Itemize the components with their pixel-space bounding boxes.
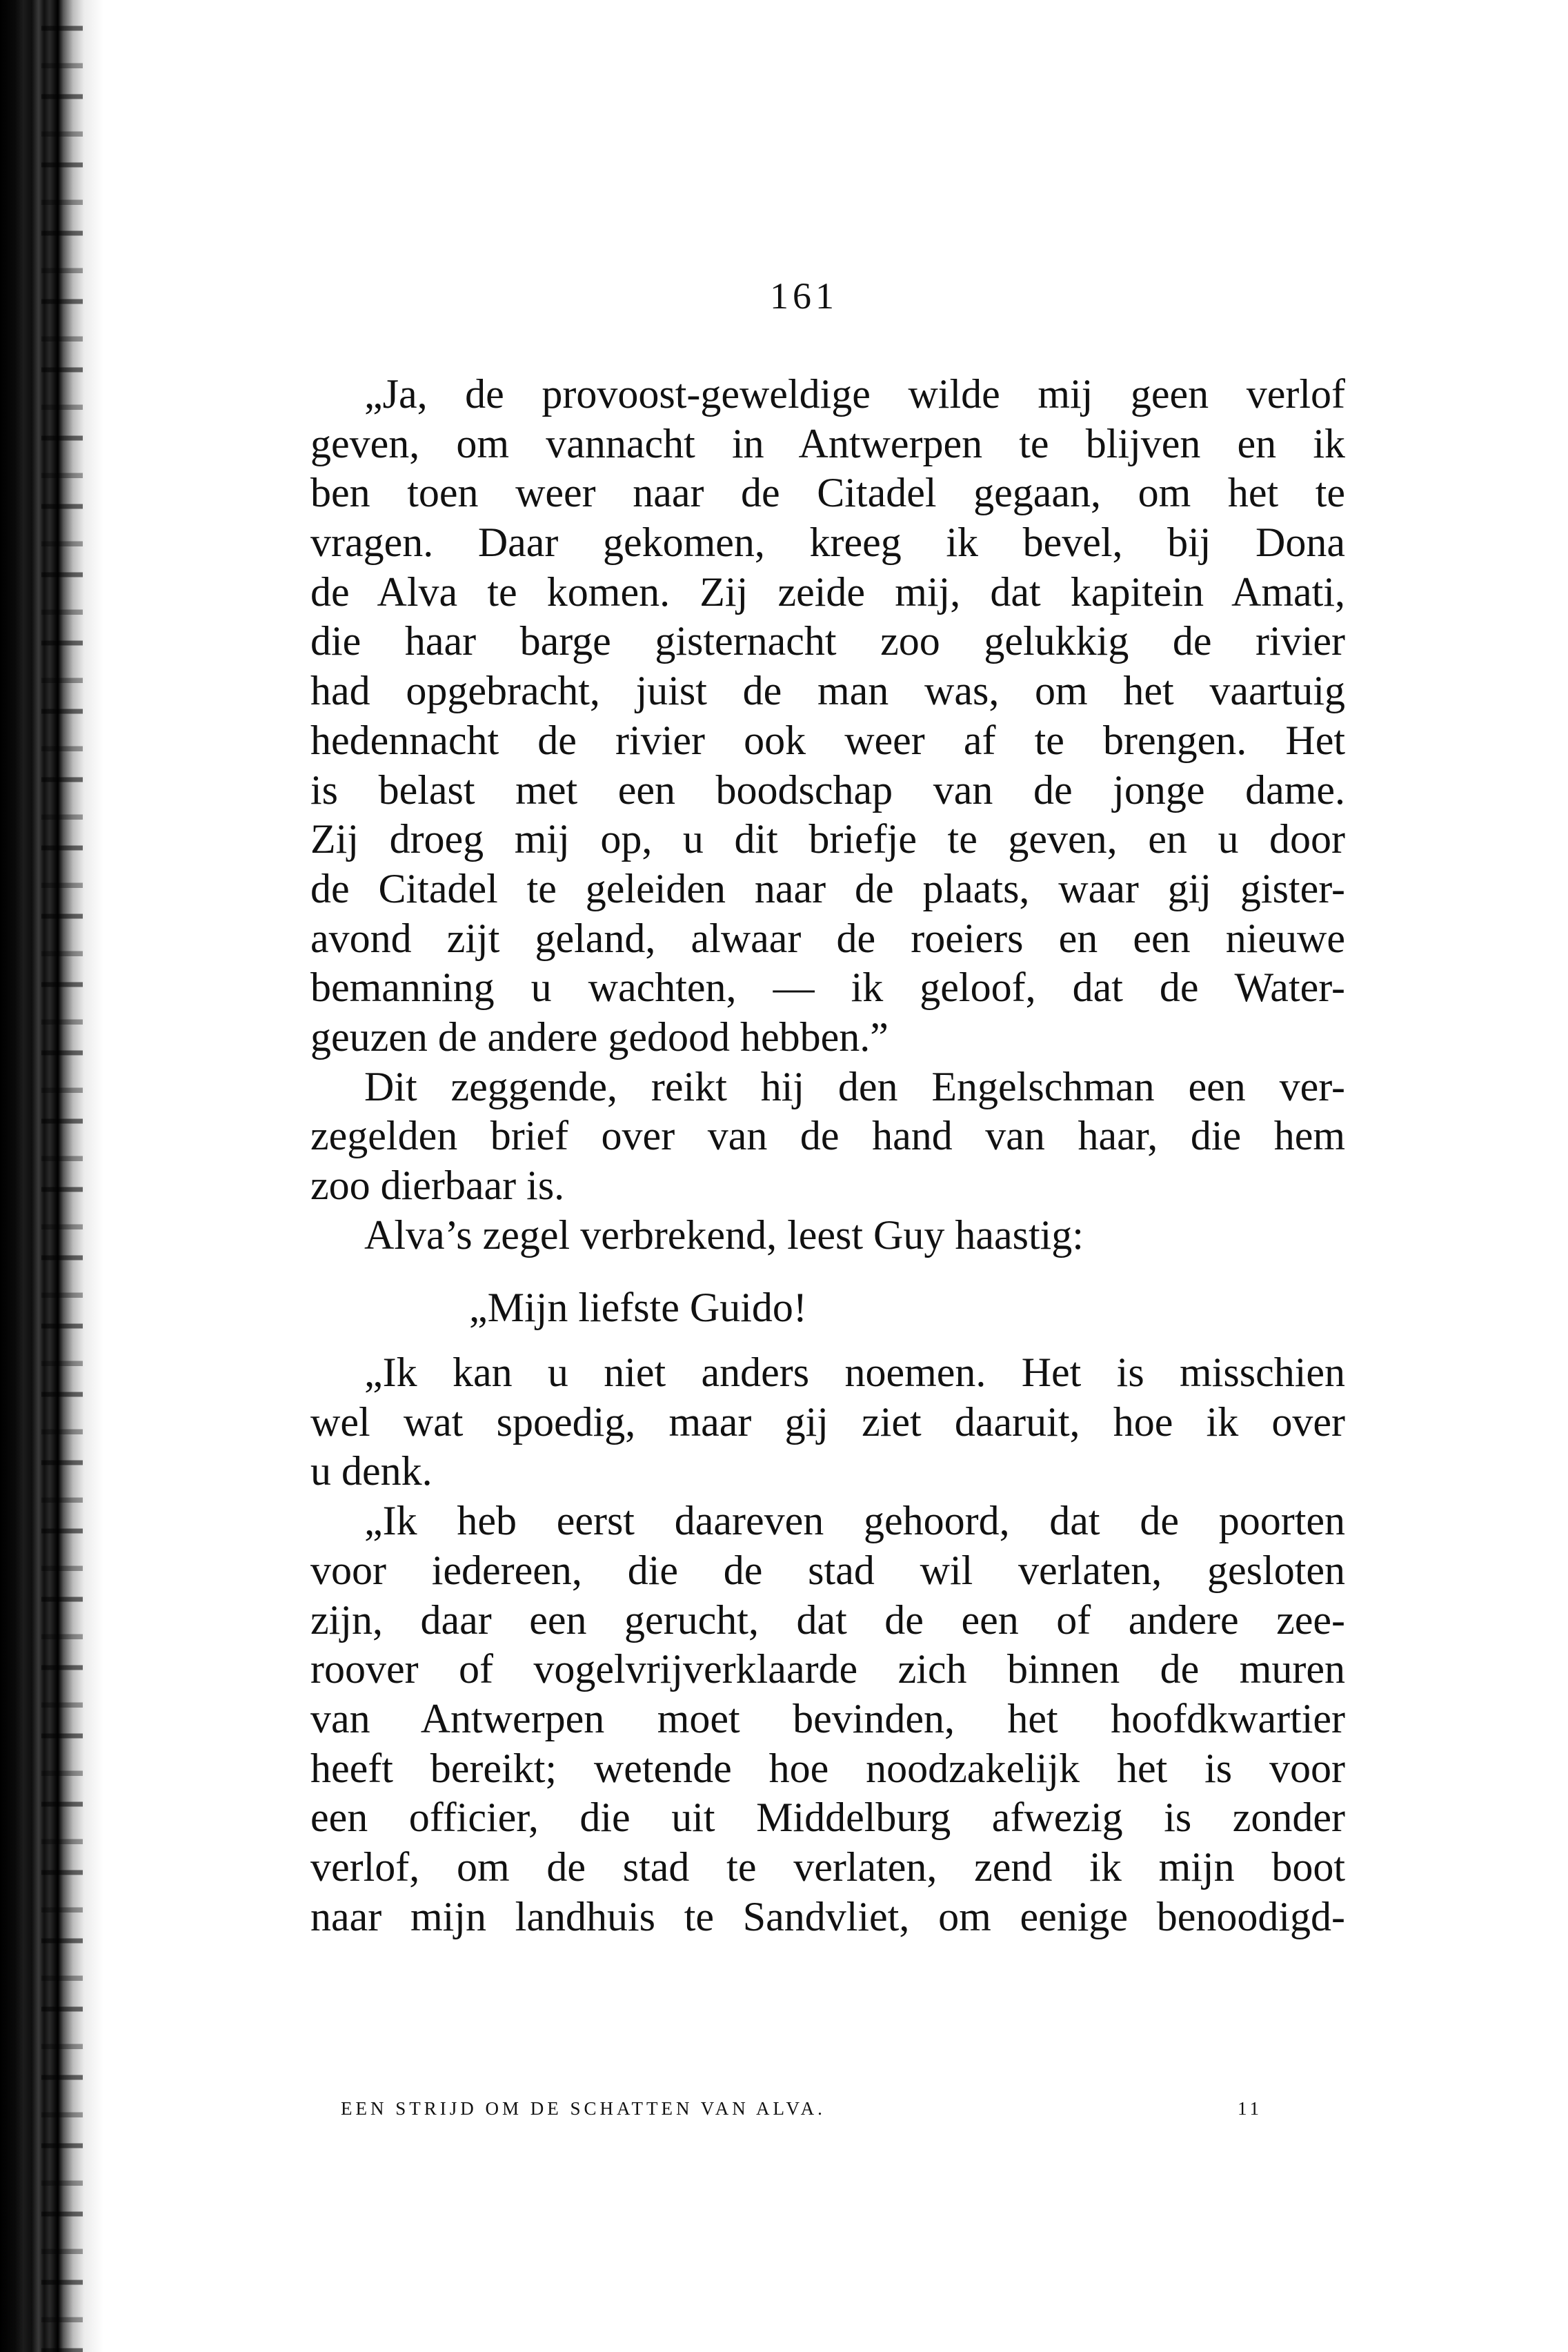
letter-line: naar mijn landhuis te Sandvliet, om eenige benoodigd- [310,1893,1345,1939]
footer-book-title: EEN STRIJD OM DE SCHATTEN VAN ALVA. [341,2098,826,2119]
text-line: ben toen weer naar de Citadel gegaan, om het te [310,470,1345,516]
letter-line: een officier, die uit Middelburg afwezig is zonder [310,1795,1345,1841]
text-line: geuzen de andere gedood hebben.” [310,1014,889,1060]
text-line: had opgebracht, juist de man was, om het vaartuig [310,668,1345,714]
body-text [310,370,1345,1941]
letter-line: wel wat spoedig, maar gij ziet daaruit, hoe ik over [310,1399,1345,1445]
letter-line: voor iedereen, die de stad wil verlaten, gesloten [310,1547,1345,1593]
text-line: zegelden brief over van de hand van haar, die hem [310,1113,1345,1159]
letter-salutation: „Mijn liefste Guido! [469,1285,807,1331]
letter-line: „Ik kan u niet anders noemen. Het is misschien [364,1350,1345,1396]
text-line: Alva’s zegel verbrekend, leest Guy haastig: [364,1212,1084,1258]
letter-line: roover of vogelvrijverklaarde zich binnen de muren [310,1646,1345,1692]
letter-line: zijn, daar een gerucht, dat de een of andere zee- [310,1597,1345,1643]
letter-line: u denk. [310,1448,433,1494]
letter-line: verlof, om de stad te verlaten, zend ik mijn boot [310,1844,1345,1890]
text-line: avond zijt geland, alwaar de roeiers en een nieuwe [310,915,1345,961]
text-line: vragen. Daar gekomen, kreeg ik bevel, bij Dona [310,520,1345,566]
text-line: de Citadel te geleiden naar de plaats, waar gij gister- [310,865,1345,911]
footer-signature-mark: 11 [1238,2098,1262,2119]
letter-line: heeft bereikt; wetende hoe noodzakelijk het is voor [310,1745,1345,1791]
text-line: geven, om vannacht in Antwerpen te blijven en ik [310,420,1345,466]
binding-scan-noise [41,0,83,2352]
text-line: Zij droeg mij op, u dit briefje te geven, en u door [310,816,1345,862]
letter-line: van Antwerpen moet bevinden, het hoofdkwartier [310,1695,1345,1741]
text-line: bemanning u wachten, — ik geloof, dat de Water- [310,965,1345,1011]
text-line: hedennacht de rivier ook weer af te brengen. Het [310,717,1345,763]
text-line: de Alva te komen. Zij zeide mij, dat kapitein Amati, [310,569,1345,615]
page-number: 161 [770,275,838,317]
letter-line: „Ik heb eerst daareven gehoord, dat de poorten [364,1498,1345,1544]
text-line: zoo dierbaar is. [310,1163,565,1208]
text-line: „Ja, de provoost-geweldige wilde mij geen verlof [364,371,1345,417]
text-line: is belast met een boodschap van de jonge dame. [310,767,1345,813]
text-line: die haar barge gisternacht zoo gelukkig de rivier [310,618,1345,664]
text-line: Dit zeggende, reikt hij den Engelschman een ver- [364,1063,1345,1109]
